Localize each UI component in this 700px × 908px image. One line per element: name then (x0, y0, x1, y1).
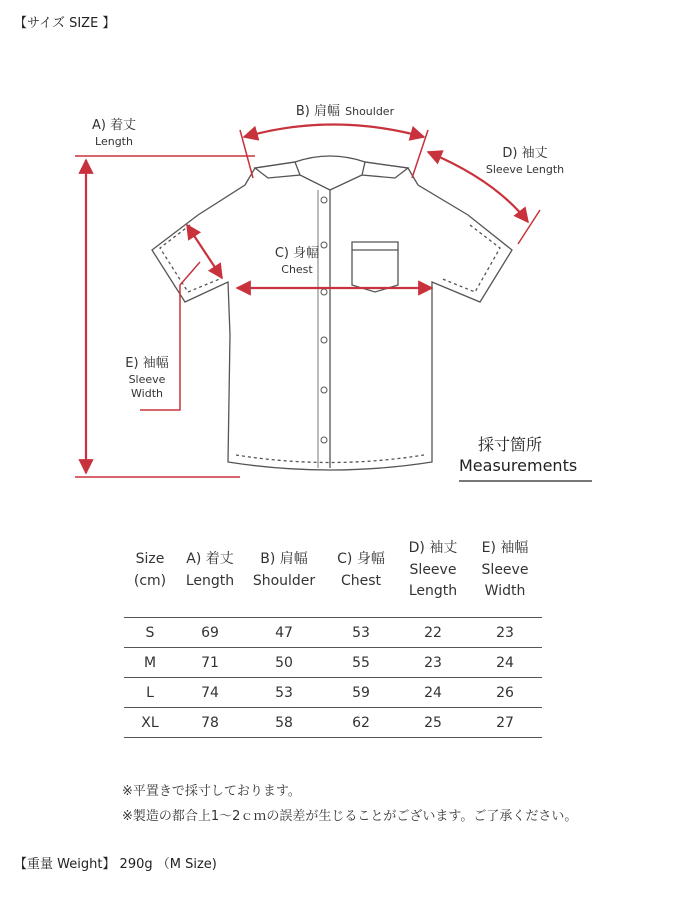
measurements-underline (459, 480, 592, 482)
label-sleeve-width: E) 袖幅 Sleeve Width (125, 356, 169, 401)
table-row (124, 648, 542, 678)
label-chest: C) 身幅 Chest (274, 246, 320, 276)
table-cell: 55 (324, 648, 398, 678)
table-cell: 23 (398, 648, 468, 678)
weight-info: 【重量 Weight】 290g （M Size) (14, 857, 217, 872)
table-cell: 50 (244, 648, 324, 678)
table-cell: 23 (468, 618, 542, 648)
measurement-lines (75, 125, 543, 478)
table-cell: 58 (244, 708, 324, 738)
table-cell: 24 (468, 648, 542, 678)
measurements-label-jp: 採寸箇所 (478, 435, 543, 454)
table-cell: 74 (176, 678, 244, 708)
label-shoulder: B) 肩幅 Shoulder (295, 104, 395, 119)
header-chest: C) 身幅 Chest (324, 538, 398, 618)
header-length: A) 着丈 Length (176, 538, 244, 618)
table-cell: 53 (324, 618, 398, 648)
table-cell: 78 (176, 708, 244, 738)
header-shoulder: B) 肩幅 Shoulder (244, 538, 324, 618)
note-flat-measure: ※平置きで採寸しております。 (122, 784, 301, 799)
table-cell: 69 (176, 618, 244, 648)
size-section-title: 【サイズ SIZE 】 (14, 16, 116, 31)
table-cell: 71 (176, 648, 244, 678)
table-cell: M (124, 648, 176, 678)
header-size: Size (cm) (124, 538, 176, 618)
label-sleeve-length: D) 袖丈 Sleeve Length (485, 146, 565, 176)
table-cell: 62 (324, 708, 398, 738)
header-sleeve-length: D) 袖丈 Sleeve Length (398, 538, 468, 618)
table-cell: 47 (244, 618, 324, 648)
measurements-label-en: Measurements (459, 456, 578, 475)
shirt-buttons (321, 197, 327, 443)
table-cell: S (124, 618, 176, 648)
table-cell: XL (124, 708, 176, 738)
shoulder-tick-right (412, 130, 428, 178)
table-cell: 24 (398, 678, 468, 708)
table-cell: 27 (468, 708, 542, 738)
size-table (124, 538, 542, 738)
header-sleeve-width: E) 袖幅 Sleeve Width (468, 538, 542, 618)
table-row (124, 618, 542, 648)
shirt-outline (152, 156, 512, 470)
shoulder-arrow (244, 125, 424, 138)
size-table-header (124, 538, 542, 618)
table-cell: 59 (324, 678, 398, 708)
table-cell: 53 (244, 678, 324, 708)
table-row (124, 678, 542, 708)
note-tolerance: ※製造の都合上1～2ｃｍの誤差が生じることがございます。ご了承ください。 (122, 809, 578, 824)
table-row (124, 708, 542, 738)
table-cell: 25 (398, 708, 468, 738)
label-length: A) 着丈 Length (91, 118, 137, 148)
table-cell: L (124, 678, 176, 708)
table-cell: 26 (468, 678, 542, 708)
table-cell: 22 (398, 618, 468, 648)
